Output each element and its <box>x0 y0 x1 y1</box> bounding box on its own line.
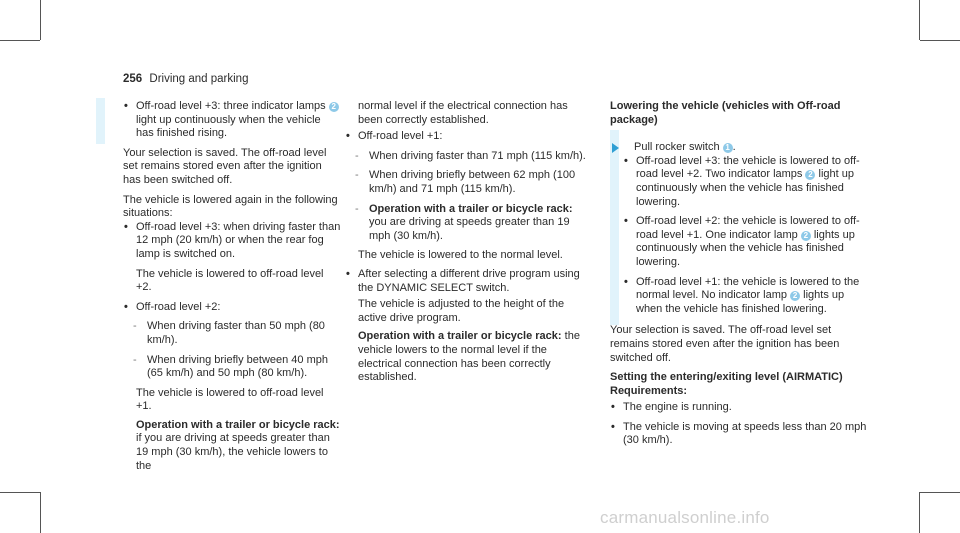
list-item: • The vehicle is moving at speeds less than 20 mph (30 km/h). <box>610 421 870 448</box>
crop-mark <box>0 40 40 41</box>
page-header <box>123 73 248 85</box>
page-number: 256 <box>123 73 143 85</box>
requirements-label: Requirements: <box>610 384 688 397</box>
paragraph: The vehicle is lowered to off-road level +2. <box>136 267 324 294</box>
paragraph: Operation with a trailer or bicycle rack: the vehicle lowers to the normal level if the electrical connection has been correctly established. <box>358 330 580 384</box>
list-item: • Off-road level +1: <box>345 130 589 144</box>
dash-item: - When driving faster than 50 mph (80 km/h). <box>123 320 341 347</box>
paragraph: Your selection is saved. The off-road level set remains stored even after the ignition has been switched off. <box>123 146 327 186</box>
list-item: • Off-road level +3: the vehicle is lowered to off-road level +2. Two indicator lamps 2 light up continuously when the vehicle has finished lowering. <box>623 155 870 209</box>
paragraph: Your selection is saved. The off-road level set remains stored even after the ignition has been switched off. <box>610 324 840 364</box>
note-bar <box>96 98 105 144</box>
list-item: • Off-road level +3: three indicator lamps 2 light up continuously when the vehicle has finished rising. <box>123 100 341 141</box>
callout-marker: 2 <box>790 291 800 301</box>
column-2 <box>345 100 589 385</box>
crop-mark <box>40 492 41 533</box>
paragraph: The vehicle is lowered to off-road level +1. <box>136 386 324 413</box>
paragraph: Operation with a trailer or bicycle rack: if you are driving at speeds greater than 19 mph (30 km/h), the vehicle lowers to the <box>136 418 340 472</box>
watermark: carmanualsonline.info <box>600 508 770 527</box>
list-item: • Off-road level +2: the vehicle is lowered to off-road level +1. One indicator lamp 2 lights up continuously when the vehicle has finished lowering. <box>623 215 870 269</box>
crop-mark <box>920 492 960 493</box>
paragraph: The vehicle is adjusted to the height of the active drive program. <box>358 298 565 324</box>
callout-marker: 2 <box>801 231 811 241</box>
callout-marker: 2 <box>805 170 815 180</box>
crop-mark <box>919 492 920 533</box>
crop-mark <box>40 0 41 40</box>
step: Pull rocker switch 1 . <box>610 141 870 155</box>
paragraph: The vehicle is lowered to the normal level. <box>358 249 563 262</box>
dash-item: - Operation with a trailer or bicycle rack: you are driving at speeds greater than 19 mph (30 km/h). <box>345 203 589 244</box>
paragraph: The vehicle is lowered again in the following situations: <box>123 193 338 220</box>
dash-item: - When driving briefly between 40 mph (65 km/h) and 50 mph (80 km/h). <box>123 354 341 381</box>
section-title: Driving and parking <box>149 73 249 85</box>
list-item: • After selecting a different drive program using the DYNAMIC SELECT switch. <box>345 268 589 295</box>
paragraph: normal level if the electrical connection has been correctly established. <box>358 100 568 126</box>
list-item: • Off-road level +2: <box>123 301 341 315</box>
crop-mark <box>920 40 960 41</box>
step-arrow-icon <box>612 143 619 153</box>
dash-item: - When driving briefly between 62 mph (100 km/h) and 71 mph (115 km/h). <box>345 169 589 196</box>
crop-mark <box>0 492 40 493</box>
list-item: • Off-road level +1: the vehicle is lowered to the normal level. No indicator lamp 2 lights up when the vehicle has finished lowering. <box>623 276 870 317</box>
column-3 <box>610 100 870 448</box>
callout-marker: 1 <box>723 143 733 153</box>
crop-mark <box>919 0 920 40</box>
section-heading: Lowering the vehicle (vehicles with Off-road package) <box>610 100 841 126</box>
dash-item: - When driving faster than 71 mph (115 km/h). <box>345 150 589 164</box>
list-item: • Off-road level +3: when driving faster than 12 mph (20 km/h) or when the rear fog lamp is switched on. <box>123 221 341 262</box>
column-1 <box>123 100 341 473</box>
list-item: • The engine is running. <box>610 401 870 415</box>
section-heading: Setting the entering/exiting level (AIRMATIC) <box>610 371 843 384</box>
callout-marker: 2 <box>329 102 339 112</box>
